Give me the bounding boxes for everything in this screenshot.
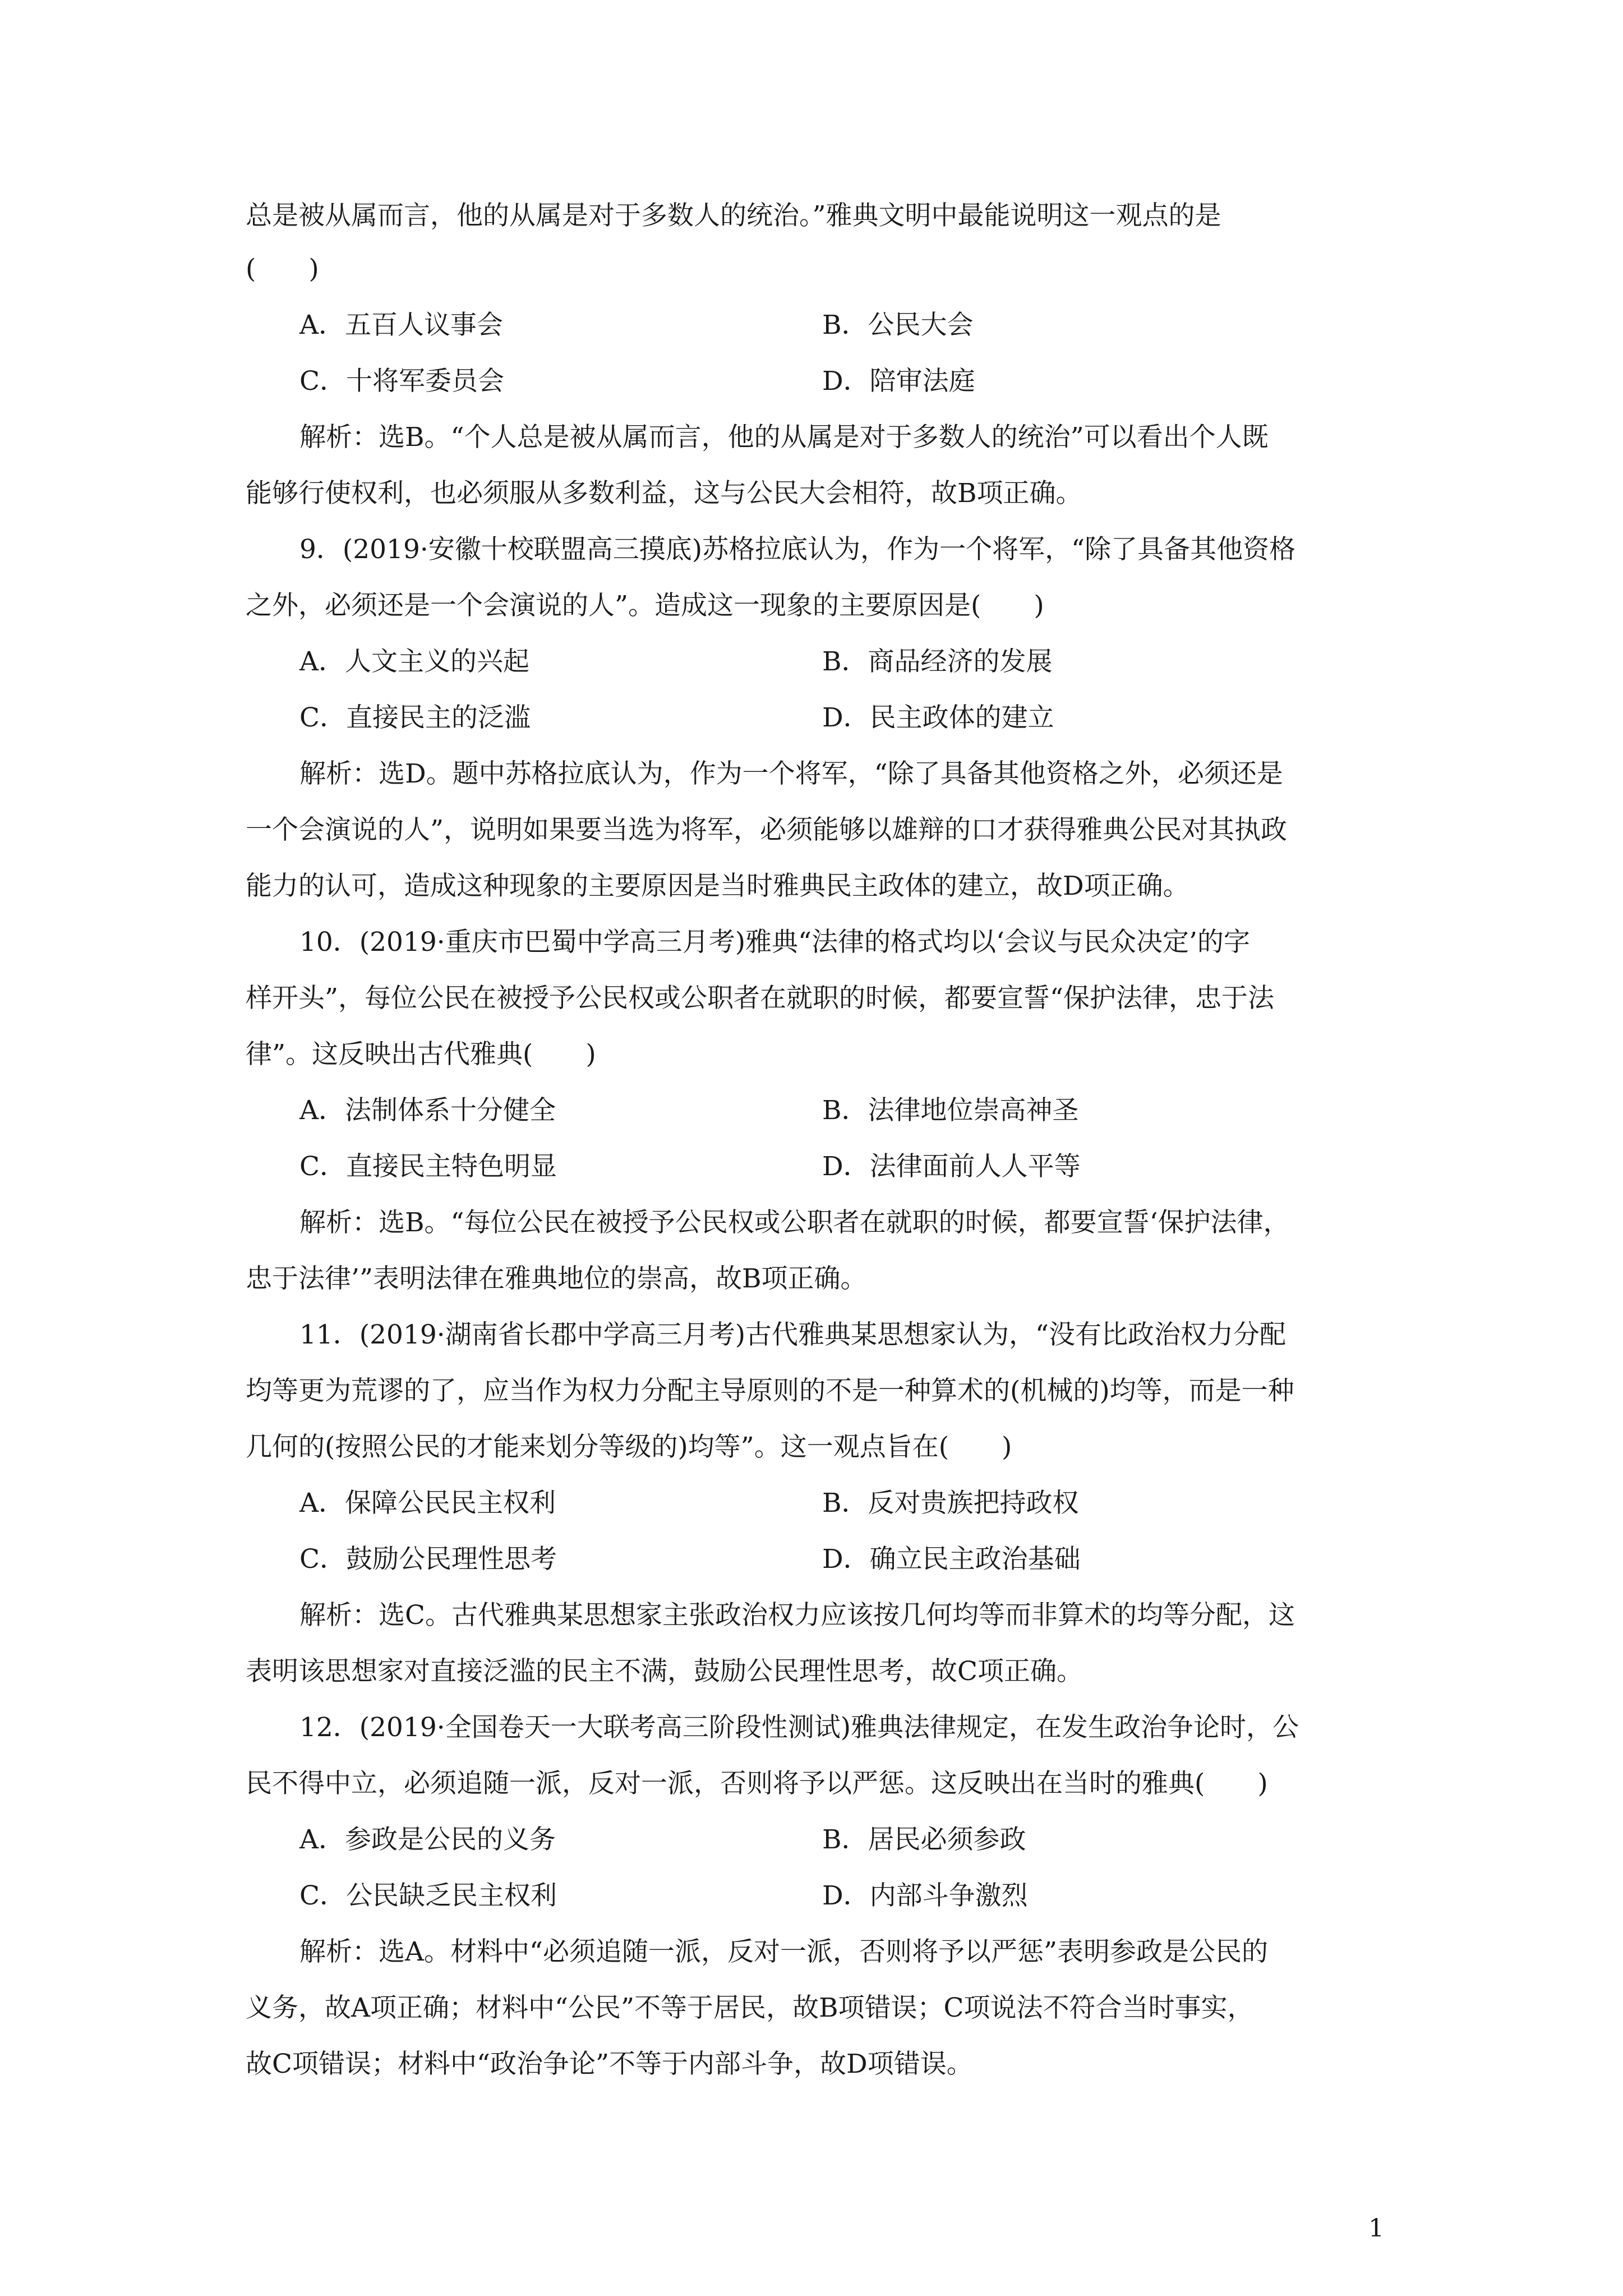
q8-stem-line-2: ( ) bbox=[246, 254, 319, 284]
q9-analysis-line-2: 一个会演说的人”，说明如果要当选为将军，必须能够以雄辩的口才获得雅典公民对其执政 bbox=[246, 815, 1288, 845]
page-number: 1 bbox=[1368, 2214, 1384, 2243]
q9-analysis-line-3: 能力的认可，造成这种现象的主要原因是当时雅典民主政体的建立，故D项正确。 bbox=[246, 871, 1189, 901]
q10-analysis-line-2: 忠于法律’”表明法律在雅典地位的崇高，故B项正确。 bbox=[246, 1263, 867, 1294]
q10-stem-line-1: 10．(2019·重庆市巴蜀中学高三月考)雅典“法律的格式均以‘会议与民众决定’的字 bbox=[299, 927, 1250, 958]
q11-option-d: D．确立民主政治基础 bbox=[822, 1544, 1081, 1575]
q10-stem-line-3: 律”。这反映出古代雅典( ) bbox=[246, 1039, 596, 1070]
q8-option-a: A．五百人议事会 bbox=[299, 310, 503, 341]
q10-option-c: C．直接民主特色明显 bbox=[299, 1151, 557, 1182]
q11-analysis-line-2: 表明该思想家对直接泛滥的民主不满，鼓励公民理性思考，故C项正确。 bbox=[246, 1656, 1083, 1687]
q8-option-c: C．十将军委员会 bbox=[299, 366, 504, 397]
q8-option-b: B．公民大会 bbox=[822, 310, 974, 341]
q9-stem-line-2: 之外，必须还是一个会演说的人”。造成这一现象的主要原因是( ) bbox=[246, 590, 1044, 621]
q11-option-c: C．鼓励公民理性思考 bbox=[299, 1544, 557, 1575]
q10-option-b: B．法律地位崇高神圣 bbox=[822, 1095, 1079, 1126]
q8-analysis-line-2: 能够行使权利，也必须服从多数利益，这与公民大会相符，故B项正确。 bbox=[246, 478, 1082, 509]
q11-analysis-line-1: 解析：选C。古代雅典某思想家主张政治权力应该按几何均等而非算术的均等分配，这 bbox=[299, 1600, 1295, 1631]
q12-analysis-line-2: 义务，故A项正确；材料中“公民”不等于居民，故B项错误；C项说法不符合当时事实， bbox=[246, 1993, 1254, 2023]
q10-option-a: A．法制体系十分健全 bbox=[299, 1095, 556, 1126]
q12-option-a: A．参政是公民的义务 bbox=[299, 1824, 556, 1855]
q11-stem-line-3: 几何的(按照公民的才能来划分等级的)均等”。这一观点旨在( ) bbox=[246, 1432, 1012, 1462]
q10-analysis-line-1: 解析：选B。“每位公民在被授予公民权或公职者在就职的时候，都要宣誓‘保护法律， bbox=[299, 1207, 1290, 1238]
q11-stem-line-2: 均等更为荒谬的了，应当作为权力分配主导原则的不是一种算术的(机械的)均等，而是一种 bbox=[246, 1375, 1294, 1406]
q11-option-b: B．反对贵族把持政权 bbox=[822, 1488, 1079, 1519]
q11-stem-line-1: 11．(2019·湖南省长郡中学高三月考)古代雅典某思想家认为，“没有比政治权力分配 bbox=[299, 1319, 1287, 1350]
q12-option-d: D．内部斗争激烈 bbox=[822, 1880, 1028, 1911]
q8-analysis-line-1: 解析：选B。“个人总是被从属而言，他的从属是对于多数人的统治”可以看出个人既 bbox=[299, 422, 1269, 453]
q12-option-c: C．公民缺乏民主权利 bbox=[299, 1880, 557, 1911]
q8-option-d: D．陪审法庭 bbox=[822, 366, 975, 397]
q12-analysis-line-1: 解析：选A。材料中“必须追随一派，反对一派，否则将予以严惩”表明参政是公民的 bbox=[299, 1936, 1268, 1967]
q9-option-a: A．人文主义的兴起 bbox=[299, 646, 529, 677]
q8-stem-line-1: 总是被从属而言，他的从属是对于多数人的统治。”雅典文明中最能说明这一观点的是 bbox=[246, 200, 1221, 231]
q9-analysis-line-1: 解析：选D。题中苏格拉底认为，作为一个将军，“除了具备其他资格之外，必须还是 bbox=[299, 758, 1283, 789]
q9-option-d: D．民主政体的建立 bbox=[822, 702, 1054, 733]
q11-option-a: A．保障公民民主权利 bbox=[299, 1488, 556, 1519]
q9-option-c: C．直接民主的泛滥 bbox=[299, 702, 531, 733]
q12-analysis-line-3: 故C项错误；材料中“政治争论”不等于内部斗争，故D项错误。 bbox=[246, 2049, 973, 2079]
q12-stem-line-2: 民不得中立，必须追随一派，反对一派，否则将予以严惩。这反映出在当时的雅典( ) bbox=[246, 1768, 1268, 1799]
q12-stem-line-1: 12．(2019·全国卷天一大联考高三阶段性测试)雅典法律规定，在发生政治争论时，公 bbox=[299, 1712, 1299, 1743]
q10-stem-line-2: 样开头”，每位公民在被授予公民权或公职者在就职的时候，都要宣誓“保护法律，忠于法 bbox=[246, 983, 1275, 1014]
q12-option-b: B．居民必须参政 bbox=[822, 1824, 1026, 1855]
q9-stem-line-1: 9．(2019·安徽十校联盟高三摸底)苏格拉底认为，作为一个将军，“除了具备其他资格 bbox=[299, 534, 1296, 565]
q9-option-b: B．商品经济的发展 bbox=[822, 646, 1053, 677]
q10-option-d: D．法律面前人人平等 bbox=[822, 1151, 1081, 1182]
